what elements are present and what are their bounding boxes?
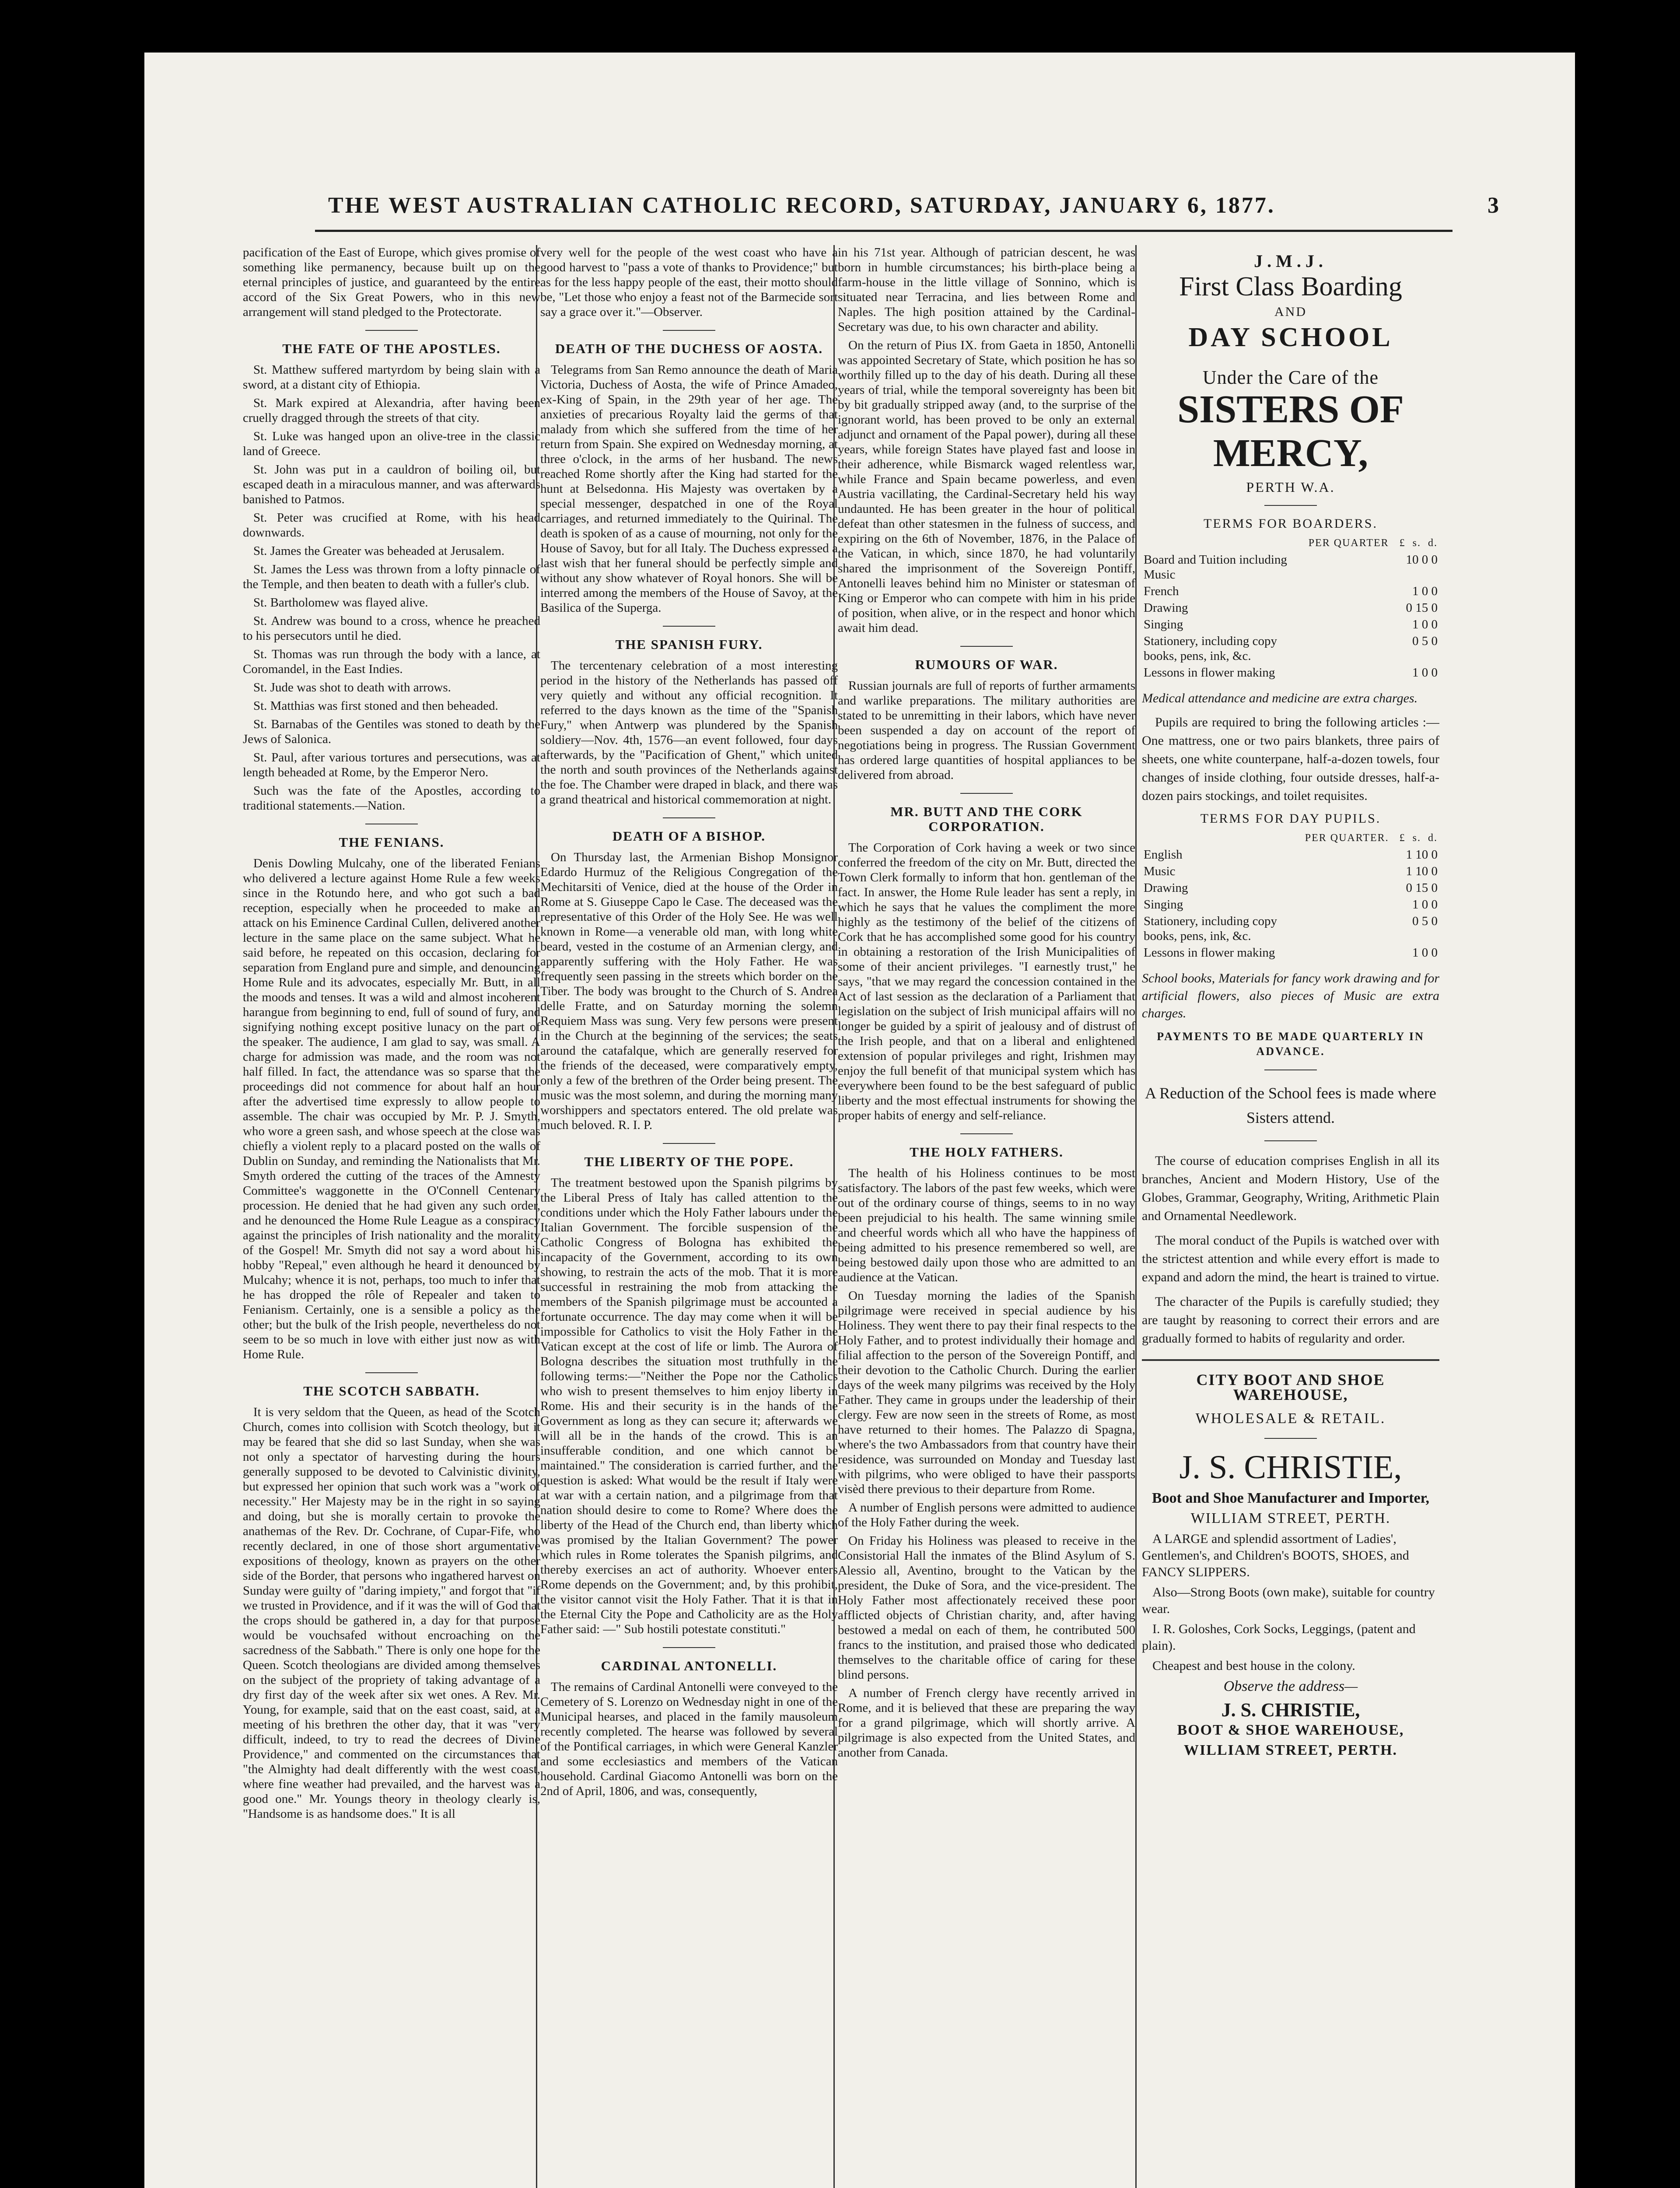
article-heading: DEATH OF A BISHOP. <box>612 828 766 844</box>
medical-note: Medical attendance and medicine are extra charges. <box>1142 691 1418 705</box>
divider <box>1264 1069 1317 1070</box>
article-paragraph: St. Jude was shot to death with arrows. <box>253 680 451 694</box>
article-heading: THE HOLY FATHERS. <box>910 1144 1064 1160</box>
article-body: On Thursday last, the Armenian Bishop Monsignor Edardo Hurmuz of the Religious Congregation of the Mechitarsiti of Venice, died at the house of the Order in Rome at S. Giuseppe Capo le Case. The deceased was the representative of this Order of the Holy See. He was well known in Rome—a venerable old man, with long white beard, vested in the costume of an Armenian clergy, and apparently suffering with the Holy Father. He was frequently seen passing in the streets which border on the Tiber. The body was brought to the Church of S. Andrea delle Fratte, and on Saturday morning the solemn Requiem Mass was sung. Very few persons were present in the Church at the beginning of the services; the seats around the catafalque, which are generally reserved for the friends of the deceased, were comparatively empty, only a few of the brethren of the Order being present. The music was the most solemn, and during the morning many worshippers and spectators entered. The old prelate was much beloved. R. I. P. <box>540 850 838 1132</box>
column-2 <box>540 245 838 2188</box>
fees-row <box>1142 913 1439 944</box>
article-paragraph: St. John was put in a cauldron of boiling oil, but escaped death in a miraculous manner, and was afterwards banished to Patmos. <box>243 463 540 506</box>
moral-note: The moral conduct of the Pupils is watched over with the strictest attention and while every effort is made to expand and adorn the mind, the heart is trained to virtue. <box>1142 1233 1439 1284</box>
article-heading: THE SPANISH FURY. <box>615 637 763 652</box>
masthead <box>144 193 1575 219</box>
article-heading: THE SCOTCH SABBATH. <box>303 1383 480 1399</box>
fees-row <box>1142 846 1439 863</box>
fees-amount: 0 5 0 <box>1412 914 1438 928</box>
fees-item: Stationery, including copy books, pens, ink, &c. <box>1144 914 1277 943</box>
school-headline-2: DAY SCHOOL <box>1188 323 1393 352</box>
fees-item: Drawing <box>1144 601 1188 615</box>
article-paragraph: On Friday his Holiness was pleased to receive in the Consistorial Hall the inmates of the Blind Asylum of S. Alessio all, Aventino, brought to the Vatican by the president, the Duke of Sora, and the vice-president. The Holy Father most affectionately received these poor afflicted objects of Christian charity, and, after having bestowed a medal on each of them, he contributed 500 francs to the institution, and praised those who dedicated themselves to the charitable office of caring for these blind persons. <box>838 1534 1135 1682</box>
fees-item: French <box>1144 584 1179 598</box>
divider <box>960 1133 1013 1134</box>
article-body: The Corporation of Cork having a week or two since conferred the freedom of the city on Mr. Butt, directed the Town Clerk formally to inform that hon. gentleman of the fact. In answer, the Home Rule leader has sent a reply, in which he says that he values the compliment the more highly as the testimony of the belief of the citizens of Cork that he has accomplished some good for his country in obtaining a restoration of the Irish Municipalities of some of their ancient privileges. "I earnestly trust," he says, "that we may regard the concession contained in the Act of last session as the declaration of a Parliament that legislation on the subject of Irish municipal affairs will no longer be guided by a spirit of jealousy and of distrust of the Irish people, and that on a liberal and enlightened extension of popular privileges and right, Irishmen may enjoy the full benefit of that municipal system which has everywhere been found to be the best safeguard of public liberty and the most effectual instruments for showing the proper habits of energy and self-reliance. <box>838 841 1135 1122</box>
article-paragraph: A number of English persons were admitted to audience of the Holy Father during the week. <box>838 1501 1135 1529</box>
shoe-proprietor-2: J. S. CHRISTIE, <box>1221 1699 1360 1721</box>
article-paragraph: The health of his Holiness continues to be most satisfactory. The labors of the past few weeks, which were out of the ordinary course of things, seems to in no way been prejudicial to his health. The same winning smile and cheerful words which all who have the happiness of being admitted to his presence remembered so well, are being bestowed daily upon those who are admitted to an audience at the Vatican. <box>838 1166 1135 1284</box>
fees-header-pence: d. <box>1428 832 1438 844</box>
reduction-note: A Reduction of the School fees is made where Sisters attend. <box>1145 1084 1436 1126</box>
fees-item: Singing <box>1144 617 1183 631</box>
page-number: 3 <box>1488 193 1499 218</box>
column-3 <box>838 245 1135 2188</box>
character-note: The character of the Pupils is carefully studied; they are taught by reasoning to correct their errors and are gradually formed to habits of regularity and order. <box>1142 1294 1439 1346</box>
school-advertisement <box>1142 251 1439 531</box>
divider <box>663 330 715 331</box>
fees-header-pence: d. <box>1428 537 1438 549</box>
shoe-wholesale: WHOLESALE & RETAIL. <box>1195 1410 1386 1427</box>
divider <box>365 330 418 331</box>
divider <box>960 646 1013 647</box>
column-4-advertisements <box>1142 245 1439 2188</box>
fees-amount: 1 0 0 <box>1412 584 1438 598</box>
school-headline: First Class Boarding <box>1179 272 1402 302</box>
shoe-head: CITY BOOT AND SHOE WAREHOUSE, <box>1196 1371 1385 1403</box>
boarders-heading: TERMS FOR BOARDERS. <box>1204 516 1378 531</box>
article-body: The treatment bestowed upon the Spanish pilgrims by the Liberal Press of Italy has called attention to the conditions under which the Holy Father labours under the Italian Government. The forcible suspension of the Catholic Congress of Bologna has exhibited the incapacity of the Government, according to its own showing, to restrain the acts of the mob. That it is more successful in restraining the mob from attacking the members of the Spanish pilgrimage must be accounted a fortunate occurrence. The day may come when it will be impossible for Catholics to visit the Holy Father in the Vatican except at the cost of life or limb. The Aurora of Bologna describes the situation most truthfully in the following terms:—"Neither the Pope nor the Catholics who wish to present themselves to him enjoy liberty in Rome. His and their security is in the hands of the Government as long as they can secure it; afterwards we will all be in the hands of the crowd. This is an insufferable condition, and one which cannot be maintained." The consideration is carried further, and the question is asked: What would be the result if Italy were at war with a certain nation, and a pilgrimage from that nation should desire to come to Rome? Where does the liberty of the Head of the Church end, than liberty which was promised by the Italian Government? The power which rules in Rome tolerates the Spanish pilgrims, and thereby exercises an act of authority. Whoever enters Rome depends on the Government; and, by this prohibit, the visitor cannot visit the Holy Father. That it is that in the Eternal City the Pope and Catholicity are as the Holy Father said: —" Sub hostili potestate constituti." <box>540 1176 838 1636</box>
masthead-title: THE WEST AUSTRALIAN CATHOLIC RECORD, SATURDAY, JANUARY 6, 1877. <box>328 193 1275 218</box>
article-body: The remains of Cardinal Antonelli were conveyed to the Cemetery of S. Lorenzo on Wednesday night in one of the Municipal hearses, and placed in the family mausoleum recently completed. The hearse was followed by several of the Pontifical carriages, in which were General Kanzler and some ecclesiastics and members of the Vatican household. Cardinal Giacomo Antonelli was born on the 2nd of April, 1806, and was, consequently, <box>540 1680 838 1798</box>
article-paragraph: St. Mark expired at Alexandria, after having been cruelly dragged through the streets of that city. <box>243 396 540 425</box>
divider <box>663 817 715 818</box>
fees-row <box>1142 600 1439 616</box>
article-heading: THE FATE OF THE APOSTLES. <box>282 341 501 356</box>
day-pupils-fees-table <box>1142 830 1439 961</box>
fees-header-label: PER QUARTER. <box>1305 832 1389 844</box>
article-body: On the return of Pius IX. from Gaeta in 1850, Antonelli was appointed Secretary of State, which position he has so worthily filled up to the day of his death. During all these years of trial, while the temporal sovereignty has been bit by bit gradually stripped away (and, to the surprise of the ignorant world, has been proved to be only an external adjunct and ornament of the Papal power), during all these years, while foreign States have played fast and loose in their adherence, while Bismarck waged relentless war, while France and Spain became powerless, and even Austria vacillating, the Cardinal-Secretary held his way undaunted. He has been greater in the hour of political defeat than other statesmen in the fulness of success, and expiring on the 6th of November, 1876, in the Palace of the Vatican, in which, since 1870, he had voluntarily shared the imprisonment of the Sovereign Pontiff, Antonelli leaves behind him no Minister or statesman of King or Emperor who can compete with him in his pride of position, when alive, or in the respect and honor which await him dead. <box>838 338 1135 635</box>
column-rule <box>1135 245 1137 2188</box>
article-paragraph: St. Barnabas of the Gentiles was stoned to death by the Jews of Salonica. <box>243 717 540 746</box>
article-body <box>243 362 540 813</box>
article-paragraph: Such was the fate of the Apostles, according to traditional statements.—Nation. <box>243 784 540 813</box>
article-paragraph: St. James the Greater was beheaded at Jerusalem. <box>253 544 505 558</box>
shoe-observe: Observe the address— <box>1223 1678 1358 1694</box>
school-care: Under the Care of the <box>1202 367 1379 388</box>
divider <box>663 626 715 627</box>
fees-row <box>1142 551 1439 583</box>
article-paragraph: St. Paul, after various tortures and persecutions, was at length beheaded at Rome, by the Emperor Nero. <box>243 750 540 779</box>
fees-header-label: PER QUARTER <box>1308 537 1389 549</box>
shoe-street-2: WILLIAM STREET, PERTH. <box>1183 1742 1398 1758</box>
divider <box>663 1647 715 1648</box>
divider <box>960 793 1013 794</box>
shoe-trade: Boot and Shoe Manufacturer and Importer, <box>1152 1490 1430 1506</box>
fees-item: Lessons in flower making <box>1144 666 1275 680</box>
fees-amount: 1 0 0 <box>1412 666 1438 680</box>
fees-amount: 0 5 0 <box>1412 634 1438 648</box>
article-body: Russian journals are full of reports of further armaments and warlike preparations. The military authorities are stated to be unremitting in their labors, which have never been suspended a day on account of the report of negotiations being in progress. The Russian Government has ordered large quantities of hospital appliances to be delivered from abroad. <box>838 679 1135 782</box>
divider <box>663 1143 715 1144</box>
fees-row <box>1142 583 1439 600</box>
fees-header-shilling: s. <box>1412 537 1421 549</box>
column-1 <box>243 245 540 2188</box>
fees-amount: 1 10 0 <box>1406 848 1438 862</box>
shoe-text: A LARGE and splendid assortment of Ladies', Gentlemen's, and Children's BOOTS, SHOES, and FANCY SLIPPERS. <box>1142 1532 1409 1579</box>
article-continuation: pacification of the East of Europe, which gives promise of something like permanency, because built up on the eternal principles of justice, and guaranteed by the entire accord of the Six Great Powers, who in this new arrangement will stand pledged to the Protectorate. <box>243 245 540 319</box>
fees-item: Stationery, including copy books, pens, ink, &c. <box>1144 634 1277 663</box>
boarders-fees-table <box>1142 535 1439 681</box>
article-continuation: in his 71st year. Although of patrician descent, he was born in humble circumstances; his birth-place being a farm-house in the little village of Sonnino, which is situated near Terracina, and lies between Rome and Naples. The high position attained by the Cardinal-Secretary was due, to his own character and ability. <box>838 245 1135 334</box>
day-pupils-heading: TERMS FOR DAY PUPILS. <box>1200 811 1381 826</box>
article-heading: THE LIBERTY OF THE POPE. <box>584 1154 794 1169</box>
article-paragraph: St. Andrew was bound to a cross, whence he preached to his persecutors until he died. <box>243 614 540 643</box>
payments-note: PAYMENTS TO BE MADE QUARTERLY IN ADVANCE. <box>1157 1030 1424 1058</box>
fees-header-pound: £ <box>1399 537 1406 549</box>
article-heading: DEATH OF THE DUCHESS OF AOSTA. <box>555 341 823 356</box>
shoe-street: WILLIAM STREET, PERTH. <box>1190 1510 1391 1526</box>
school-logo: J.M.J. <box>1254 251 1327 271</box>
article-paragraph: St. Luke was hanged upon an olive-tree in the classic land of Greece. <box>243 429 540 458</box>
article-body: Telegrams from San Remo announce the death of Maria Victoria, Duchess of Aosta, the wife of Prince Amadeo, ex-King of Spain, in the 29th year of her age. The anxieties of precarious Royalty laid the germs of that malady from which she suffered from the time of her return from Spain. She expired on Wednesday morning, at three o'clock, in the arms of her husband. The news reached Rome shortly after the King had started for the hunt at Belsedonna. His Majesty was overtaken by a special messenger, despatched in one of the Royal carriages, and returned immediately to the Quirinal. The death is spoken of as a cause of mourning, not only for the House of Savoy, but for all Italy. The Duchess expressed a last wish that her funeral should be perfectly simple and without any show whatever of Royal honors. She will be interred among the members of the House of Savoy, at the Basilica of the Superga. <box>540 363 838 615</box>
article-body <box>838 1166 1135 1760</box>
fees-amount: 0 15 0 <box>1406 601 1438 615</box>
school-place: PERTH W.A. <box>1246 479 1335 495</box>
fees-amount: 10 0 0 <box>1406 553 1438 567</box>
shoe-text: Cheapest and best house in the colony. <box>1152 1659 1355 1673</box>
course-note: The course of education comprises English in all its branches, Ancient and Modern History, Use of the Globes, Grammar, Geography, Writing, Arithmetic Plain and Ornamental Needlework. <box>1142 1154 1439 1223</box>
article-body: Denis Dowling Mulcahy, one of the liberated Fenians who delivered a lecture against Home Rule a few weeks since in the Rotundo here, and who got such a bad reception, especially when he proceeded to make an attack on his Eminence Cardinal Cullen, delivered another lecture in the same place on the same subject. What he said before, he repeated on this occasion, declaring for separation from England pure and simple, and denouncing Home Rule and its advocates, especially Mr. Butt, in all the moods and tenses. It was a wild and almost incoherent harangue from beginning to end, full of sound of fury, and signifying nothing except positive lunacy on the part of the speaker. The audience, I am glad to say, was small. A charge for admission was made, and the room was not half filled. In fact, the attendance was so sparse that the proceedings did not commence for about half an hour after the advertised time expressly to allow people to assemble. The chair was occupied by Mr. P. J. Smyth, who wore a green sash, and whose speech at the close was chiefly a violent reply to a placard posted on the walls of Dublin on Sunday, and reminding the Nationalists that Mr. Smyth ordered the cutting of the traces of the Amnesty Committee's waggonette in the O'Connell Centenary procession. He denied that he had given any such order, and he denounced the Home Rule League as a conspiracy against the principles of Irish nationality and the morality of the Gospel! Mr. Smyth did not say a word about his hobby "Repeal," even although he heard it denounced by Mulcahy; whence it is not, perhaps, too much to infer that he has dropped the rôle of Repealer and taken to Fenianism. Certainly, one is a sensible a policy as the other; but the bulk of the Irish people, nevertheless do not seem to be so much in love with either just now as with Home Rule. <box>243 856 540 1361</box>
article-body: The tercentenary celebration of a most interesting period in the history of the Netherlands has passed off very quietly and without any official recognition. It referred to the days known as the time of the "Spanish Fury," when Antwerp was plundered by the Spanish soldiery—Nov. 4th, 1576—an event followed, four days afterwards, by the "Pacification of Ghent," which united the north and south provinces of the Netherlands against the foe. The Chamber were draped in black, and there was a grand theatrical and historical commemoration at night. <box>540 659 838 806</box>
shoe-text: I. R. Goloshes, Cork Socks, Leggings, (patent and plain). <box>1142 1622 1416 1653</box>
fees-header-pound: £ <box>1399 832 1406 844</box>
pupils-note: Pupils are required to bring the following articles :—One mattress, one or two pairs blankets, three pairs of sheets, one white counterpane, half-a-dozen towels, four changes of inside clothing, four outside dresses, half-a-dozen pairs stockings, and toilet requisites. <box>1142 715 1439 803</box>
divider <box>365 1372 418 1373</box>
shoe-warehouse: BOOT & SHOE WAREHOUSE, <box>1177 1722 1404 1738</box>
article-paragraph: St. James the Less was thrown from a lofty pinnacle of the Temple, and then beaten to death with a fuller's club. <box>243 562 540 591</box>
fees-item: Board and Tuition including Music <box>1144 553 1287 582</box>
fees-amount: 1 10 0 <box>1406 864 1438 878</box>
masthead-rule <box>315 230 1452 232</box>
shoe-warehouse-advertisement <box>1142 1372 1439 1759</box>
fees-header-row <box>1142 830 1439 846</box>
fees-header-row <box>1142 535 1439 551</box>
fees-row <box>1142 633 1439 664</box>
fees-row <box>1142 863 1439 880</box>
fees-row <box>1142 616 1439 633</box>
article-paragraph: St. Thomas was run through the body with a lance, at Coromandel, in the East Indies. <box>243 647 540 676</box>
fees-amount: 0 15 0 <box>1406 881 1438 895</box>
fees-amount: 1 0 0 <box>1412 617 1438 631</box>
article-paragraph: St. Matthew suffered martyrdom by being slain with a sword, at a distant city of Ethiopia. <box>243 363 540 392</box>
fees-amount: 1 0 0 <box>1412 946 1438 960</box>
article-paragraph: St. Bartholomew was flayed alive. <box>253 596 428 610</box>
extra-charges-note: School books, Materials for fancy work drawing and for artificial flowers, also pieces of Music are extra charges. <box>1142 971 1439 1020</box>
fees-item: English <box>1144 848 1183 862</box>
fees-amount: 1 0 0 <box>1412 898 1438 912</box>
fees-item: Music <box>1144 864 1176 878</box>
divider <box>1264 1140 1317 1141</box>
fees-row <box>1142 944 1439 961</box>
article-heading: CARDINAL ANTONELLI. <box>601 1658 777 1673</box>
fees-item: Drawing <box>1144 881 1188 895</box>
article-paragraph: On Tuesday morning the ladies of the Spanish pilgrimage were received in special audience by his Holiness. They went there to pay their final respects to the Holy Father, and to protest individually their homage and filial affection to the person of the Sovereign Pontiff, and their devotion to the Catholic Church. During the earlier days of the week many pilgrims was received by the Holy Father. They came in groups under the leadership of their clergy. Few are now seen in the streets of Rome, as most have returned to their homes. The Palazzo di Spagna, where's the two Ambassadors from that country have their residence, was surrounded on Monday and Tuesday last with pilgrims, who were obliged to have their passports visèd there previous to their departure from Rome. <box>838 1289 1135 1496</box>
school-and: AND <box>1274 305 1307 319</box>
fees-row <box>1142 880 1439 896</box>
article-paragraph: St. Peter was crucified at Rome, with his head downwards. <box>243 511 540 540</box>
fees-header-shilling: s. <box>1412 832 1421 844</box>
divider <box>1264 505 1317 506</box>
divider <box>1264 1438 1317 1439</box>
article-heading: MR. BUTT AND THE CORK CORPORATION. <box>890 804 1083 834</box>
fees-row <box>1142 664 1439 681</box>
article-continuation: very well for the people of the west coast who have a good harvest to "pass a vote of thanks to Providence;" but as for the less happy people of the east, their motto should be, "Let those who enjoy a feast not of the Barmecide sort say a grace over it."—Observer. <box>540 245 838 319</box>
article-heading: RUMOURS OF WAR. <box>915 657 1058 672</box>
shoe-text: Also—Strong Boots (own make), suitable for country wear. <box>1142 1585 1435 1616</box>
fees-item: Lessons in flower making <box>1144 946 1275 960</box>
fees-row <box>1142 896 1439 913</box>
article-paragraph: St. Matthias was first stoned and then beheaded. <box>253 699 498 713</box>
school-sisters: SISTERS OF MERCY, <box>1177 388 1404 475</box>
article-paragraph: A number of French clergy have recently arrived in Rome, and it is believed that these are preparing the way for a grand pilgrimage, which will shortly arrive. A pilgrimage is also expected from the United States, and another from Canada. <box>838 1686 1135 1760</box>
shoe-proprietor: J. S. CHRISTIE, <box>1179 1449 1402 1486</box>
article-heading: THE FENIANS. <box>339 835 444 850</box>
fees-item: Singing <box>1144 898 1183 912</box>
divider <box>1142 1359 1439 1361</box>
article-body: It is very seldom that the Queen, as head of the Scotch Church, comes into collision with Scotch theology, but it may be feared that she did so last Sunday, when she was not only a spectator of harvesting during the hours generally supposed to be devoted to Calvinistic divinity, but expressed her opinion that such work was a "work of necessity." Her Majesty may be in the right in so saying and doing, but she is morally certain to provoke the anathemas of the Rev. Dr. Cochrane, of Cupar-Fife, who recently declared, in one of those short argumentative expositions of theology, known as prayers on the other side of the Border, that persons who ingathered harvest on Sunday were guilty of "daring impiety," and forgot that "if we trusted in Providence, and if it was the will of God that the crops should be gathered in, a day for that purpose would be vouchsafed without encroaching on the sacredness of the Sabbath." There is only one hope for the Queen. Scotch theologians are divided among themselves on the subject of the propriety of taking advantage of a dry first day of the week after six wet ones. A Rev. Mr. Young, for example, said that on the east coast, said, at a meeting of his brethren the other day, that it was "very difficult, indeed, to try to read the decrees of Divine Providence," and commented on the circumstances that "the Almighty had dealt differently with the west coast, where fine weather had prevailed, and the harvest was a good one." Mr. Youngs theory in theology clearly is, "Handsome is as handsome does." It is all <box>243 1405 540 1821</box>
